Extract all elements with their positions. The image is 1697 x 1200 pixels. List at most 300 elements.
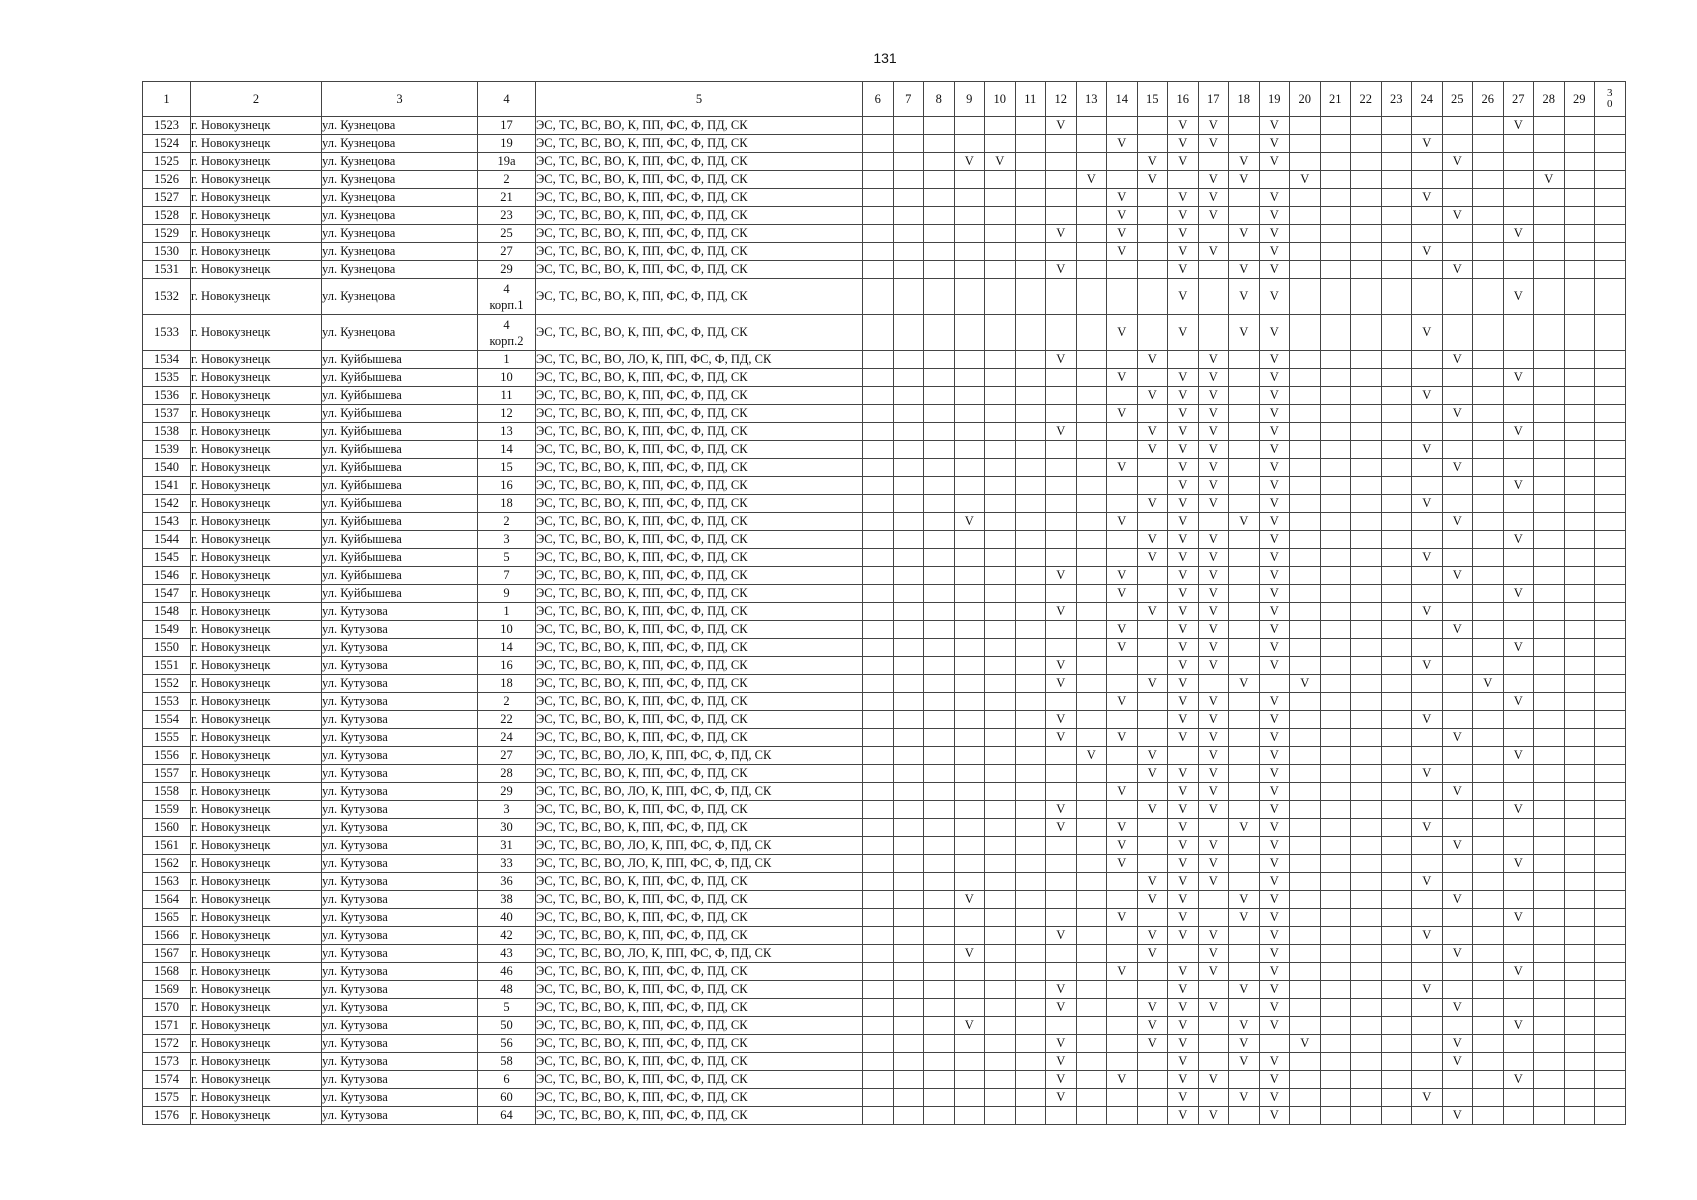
mark-cell-col-7 <box>893 675 924 693</box>
mark-cell-col-6 <box>863 171 894 189</box>
house-cell: 2 <box>478 171 536 189</box>
street-cell: ул. Кутузова <box>322 621 478 639</box>
mark-cell-col-26 <box>1473 225 1504 243</box>
mark-cell-col-20 <box>1290 549 1321 567</box>
mark-cell-col-18 <box>1229 441 1260 459</box>
check-mark: V <box>1412 495 1443 513</box>
check-mark: V <box>1046 927 1077 945</box>
mark-cell-col-11 <box>1015 567 1046 585</box>
services-cell: ЭС, ТС, ВС, ВО, К, ПП, ФС, Ф, ПД, СК <box>536 477 863 495</box>
mark-cell-col-29 <box>1564 117 1595 135</box>
check-mark: V <box>1168 315 1199 351</box>
mark-cell-col-26 <box>1473 189 1504 207</box>
mark-cell-col-10 <box>985 747 1016 765</box>
mark-cell-col-23 <box>1381 801 1412 819</box>
mark-cell-col-8 <box>924 855 955 873</box>
mark-cell-col-7 <box>893 837 924 855</box>
mark-cell-col-25 <box>1442 369 1473 387</box>
check-mark: V <box>1259 441 1290 459</box>
row-number: 1542 <box>143 495 191 513</box>
mark-cell-col-10 <box>985 639 1016 657</box>
check-mark: V <box>1442 729 1473 747</box>
row-number: 1552 <box>143 675 191 693</box>
mark-cell-col-26 <box>1473 441 1504 459</box>
mark-cell-col-15 <box>1137 369 1168 387</box>
city-cell: г. Новокузнецк <box>191 153 322 171</box>
check-mark: V <box>1168 639 1199 657</box>
row-number: 1524 <box>143 135 191 153</box>
city-cell: г. Новокузнецк <box>191 657 322 675</box>
mark-cell-col-20 <box>1290 927 1321 945</box>
check-mark: V <box>1137 441 1168 459</box>
mark-cell-col-25 <box>1442 603 1473 621</box>
mark-cell-col-23 <box>1381 207 1412 225</box>
street-cell: ул. Кутузова <box>322 945 478 963</box>
street-cell: ул. Куйбышева <box>322 585 478 603</box>
mark-cell-col-28 <box>1534 153 1565 171</box>
table-row <box>143 1035 1626 1053</box>
mark-cell-col-30 <box>1595 873 1626 891</box>
mark-cell-col-23 <box>1381 315 1412 351</box>
city-cell: г. Новокузнецк <box>191 819 322 837</box>
services-cell: ЭС, ТС, ВС, ВО, К, ПП, ФС, Ф, ПД, СК <box>536 405 863 423</box>
check-mark: V <box>1076 747 1107 765</box>
mark-cell-col-28 <box>1534 243 1565 261</box>
street-cell: ул. Куйбышева <box>322 567 478 585</box>
row-number: 1572 <box>143 1035 191 1053</box>
mark-cell-col-25 <box>1442 855 1473 873</box>
mark-cell-col-22 <box>1351 441 1382 459</box>
city-cell: г. Новокузнецк <box>191 945 322 963</box>
mark-cell-col-7 <box>893 513 924 531</box>
mark-cell-col-23 <box>1381 711 1412 729</box>
mark-cell-col-26 <box>1473 693 1504 711</box>
check-mark: V <box>1229 315 1260 351</box>
mark-cell-col-14 <box>1107 1035 1138 1053</box>
check-mark: V <box>1503 423 1534 441</box>
page-number: 131 <box>873 50 897 66</box>
mark-cell-col-12 <box>1046 207 1077 225</box>
mark-cell-col-23 <box>1381 729 1412 747</box>
check-mark: V <box>1442 567 1473 585</box>
check-mark: V <box>1168 675 1199 693</box>
city-cell: г. Новокузнецк <box>191 477 322 495</box>
check-mark: V <box>1259 801 1290 819</box>
mark-cell-col-29 <box>1564 981 1595 999</box>
services-cell: ЭС, ТС, ВС, ВО, К, ПП, ФС, Ф, ПД, СК <box>536 189 863 207</box>
mark-cell-col-22 <box>1351 1089 1382 1107</box>
city-cell: г. Новокузнецк <box>191 711 322 729</box>
mark-cell-col-14 <box>1107 873 1138 891</box>
mark-cell-col-25 <box>1442 477 1473 495</box>
mark-cell-col-21 <box>1320 657 1351 675</box>
city-cell: г. Новокузнецк <box>191 315 322 351</box>
mark-cell-col-6 <box>863 927 894 945</box>
mark-cell-col-21 <box>1320 171 1351 189</box>
check-mark: V <box>1412 927 1443 945</box>
mark-cell-col-20 <box>1290 117 1321 135</box>
mark-cell-col-28 <box>1534 801 1565 819</box>
check-mark: V <box>1229 909 1260 927</box>
city-cell: г. Новокузнецк <box>191 135 322 153</box>
row-number: 1556 <box>143 747 191 765</box>
mark-cell-col-12 <box>1046 783 1077 801</box>
mark-cell-col-28 <box>1534 603 1565 621</box>
registry-table <box>142 81 1626 1125</box>
mark-cell-col-29 <box>1564 891 1595 909</box>
mark-cell-col-25 <box>1442 1089 1473 1107</box>
mark-cell-col-29 <box>1564 153 1595 171</box>
mark-cell-col-23 <box>1381 855 1412 873</box>
check-mark: V <box>1290 675 1321 693</box>
check-mark: V <box>1076 171 1107 189</box>
mark-cell-col-13 <box>1076 963 1107 981</box>
mark-cell-col-8 <box>924 639 955 657</box>
mark-cell-col-21 <box>1320 1071 1351 1089</box>
mark-cell-col-29 <box>1564 945 1595 963</box>
check-mark: V <box>1107 189 1138 207</box>
mark-cell-col-13 <box>1076 1107 1107 1125</box>
mark-cell-col-11 <box>1015 873 1046 891</box>
mark-cell-col-22 <box>1351 711 1382 729</box>
mark-cell-col-11 <box>1015 657 1046 675</box>
mark-cell-col-10 <box>985 189 1016 207</box>
mark-cell-col-22 <box>1351 621 1382 639</box>
mark-cell-col-26 <box>1473 873 1504 891</box>
mark-cell-col-10 <box>985 1017 1016 1035</box>
mark-cell-col-22 <box>1351 891 1382 909</box>
services-cell: ЭС, ТС, ВС, ВО, К, ПП, ФС, Ф, ПД, СК <box>536 909 863 927</box>
mark-cell-col-25 <box>1442 657 1473 675</box>
mark-cell-col-9 <box>954 207 985 225</box>
mark-cell-col-17 <box>1198 513 1229 531</box>
check-mark: V <box>1107 855 1138 873</box>
city-cell: г. Новокузнецк <box>191 963 322 981</box>
mark-cell-col-20 <box>1290 495 1321 513</box>
house-cell: 19 <box>478 135 536 153</box>
check-mark: V <box>1412 981 1443 999</box>
mark-cell-col-22 <box>1351 423 1382 441</box>
mark-cell-col-10 <box>985 1089 1016 1107</box>
check-mark: V <box>1137 1017 1168 1035</box>
mark-cell-col-20 <box>1290 243 1321 261</box>
mark-cell-col-7 <box>893 999 924 1017</box>
mark-cell-col-27 <box>1503 171 1534 189</box>
mark-cell-col-26 <box>1473 279 1504 315</box>
mark-cell-col-17 <box>1198 225 1229 243</box>
mark-cell-col-7 <box>893 819 924 837</box>
check-mark: V <box>1107 207 1138 225</box>
mark-cell-col-30 <box>1595 261 1626 279</box>
check-mark: V <box>1168 243 1199 261</box>
mark-cell-col-20 <box>1290 477 1321 495</box>
street-cell: ул. Кузнецова <box>322 243 478 261</box>
house-building: корп.2 <box>489 333 524 348</box>
mark-cell-col-29 <box>1564 1071 1595 1089</box>
mark-cell-col-19 <box>1259 171 1290 189</box>
row-number: 1554 <box>143 711 191 729</box>
mark-cell-col-30 <box>1595 729 1626 747</box>
row-number: 1569 <box>143 981 191 999</box>
check-mark: V <box>1198 459 1229 477</box>
mark-cell-col-15 <box>1137 981 1168 999</box>
mark-cell-col-24 <box>1412 477 1443 495</box>
house-cell: 29 <box>478 261 536 279</box>
mark-cell-col-30 <box>1595 693 1626 711</box>
mark-cell-col-11 <box>1015 639 1046 657</box>
mark-cell-col-6 <box>863 117 894 135</box>
mark-cell-col-22 <box>1351 225 1382 243</box>
mark-cell-col-28 <box>1534 621 1565 639</box>
mark-cell-col-14 <box>1107 261 1138 279</box>
mark-cell-col-13 <box>1076 243 1107 261</box>
mark-cell-col-12 <box>1046 621 1077 639</box>
mark-cell-col-23 <box>1381 189 1412 207</box>
check-mark: V <box>1198 531 1229 549</box>
check-mark: V <box>1259 891 1290 909</box>
services-cell: ЭС, ТС, ВС, ВО, К, ПП, ФС, Ф, ПД, СК <box>536 927 863 945</box>
check-mark: V <box>1503 909 1534 927</box>
mark-cell-col-9 <box>954 369 985 387</box>
check-mark: V <box>1107 567 1138 585</box>
mark-cell-col-29 <box>1564 729 1595 747</box>
table-row <box>143 1053 1626 1071</box>
mark-cell-col-24 <box>1412 783 1443 801</box>
city-cell: г. Новокузнецк <box>191 999 322 1017</box>
house-cell: 21 <box>478 189 536 207</box>
street-cell: ул. Кутузова <box>322 1089 478 1107</box>
mark-cell-col-29 <box>1564 531 1595 549</box>
mark-cell-col-8 <box>924 315 955 351</box>
check-mark: V <box>1198 801 1229 819</box>
mark-cell-col-15 <box>1137 477 1168 495</box>
mark-cell-col-14 <box>1107 423 1138 441</box>
mark-cell-col-10 <box>985 495 1016 513</box>
mark-cell-col-11 <box>1015 513 1046 531</box>
table-row <box>143 603 1626 621</box>
check-mark: V <box>1168 423 1199 441</box>
mark-cell-col-15 <box>1137 405 1168 423</box>
house-cell: 7 <box>478 567 536 585</box>
mark-cell-col-29 <box>1564 837 1595 855</box>
house-number: 4 <box>503 317 510 332</box>
row-number: 1536 <box>143 387 191 405</box>
check-mark: V <box>1412 441 1443 459</box>
mark-cell-col-30 <box>1595 1017 1626 1035</box>
mark-cell-col-21 <box>1320 315 1351 351</box>
mark-cell-col-28 <box>1534 945 1565 963</box>
mark-cell-col-13 <box>1076 657 1107 675</box>
mark-cell-col-12 <box>1046 837 1077 855</box>
mark-cell-col-11 <box>1015 837 1046 855</box>
column-header-2: 2 <box>191 82 322 117</box>
mark-cell-col-6 <box>863 549 894 567</box>
mark-cell-col-26 <box>1473 801 1504 819</box>
mark-cell-col-29 <box>1564 315 1595 351</box>
mark-cell-col-21 <box>1320 153 1351 171</box>
mark-cell-col-24 <box>1412 747 1443 765</box>
mark-cell-col-9 <box>954 711 985 729</box>
mark-cell-col-29 <box>1564 675 1595 693</box>
row-number: 1560 <box>143 819 191 837</box>
mark-cell-col-11 <box>1015 387 1046 405</box>
city-cell: г. Новокузнецк <box>191 531 322 549</box>
house-cell: 18 <box>478 495 536 513</box>
mark-cell-col-21 <box>1320 1017 1351 1035</box>
mark-cell-col-24 <box>1412 405 1443 423</box>
mark-cell-col-27 <box>1503 819 1534 837</box>
mark-cell-col-13 <box>1076 999 1107 1017</box>
check-mark: V <box>1259 315 1290 351</box>
column-header-28: 28 <box>1534 82 1565 117</box>
check-mark: V <box>1503 279 1534 315</box>
check-mark: V <box>1442 207 1473 225</box>
mark-cell-col-10 <box>985 603 1016 621</box>
table-row <box>143 585 1626 603</box>
check-mark: V <box>1198 243 1229 261</box>
column-header-26: 26 <box>1473 82 1504 117</box>
mark-cell-col-21 <box>1320 351 1351 369</box>
mark-cell-col-6 <box>863 1017 894 1035</box>
mark-cell-col-14 <box>1107 999 1138 1017</box>
city-cell: г. Новокузнецк <box>191 171 322 189</box>
mark-cell-col-21 <box>1320 981 1351 999</box>
mark-cell-col-25 <box>1442 747 1473 765</box>
mark-cell-col-16 <box>1168 747 1199 765</box>
services-cell: ЭС, ТС, ВС, ВО, К, ПП, ФС, Ф, ПД, СК <box>536 567 863 585</box>
mark-cell-col-23 <box>1381 549 1412 567</box>
mark-cell-col-15 <box>1137 117 1168 135</box>
mark-cell-col-27 <box>1503 315 1534 351</box>
services-cell: ЭС, ТС, ВС, ВО, К, ПП, ФС, Ф, ПД, СК <box>536 819 863 837</box>
mark-cell-col-22 <box>1351 117 1382 135</box>
mark-cell-col-8 <box>924 171 955 189</box>
mark-cell-col-23 <box>1381 477 1412 495</box>
mark-cell-col-23 <box>1381 945 1412 963</box>
mark-cell-col-21 <box>1320 387 1351 405</box>
mark-cell-col-28 <box>1534 423 1565 441</box>
mark-cell-col-10 <box>985 1035 1016 1053</box>
table-row <box>143 729 1626 747</box>
mark-cell-col-8 <box>924 387 955 405</box>
check-mark: V <box>1259 153 1290 171</box>
mark-cell-col-28 <box>1534 207 1565 225</box>
check-mark: V <box>1229 261 1260 279</box>
mark-cell-col-6 <box>863 1089 894 1107</box>
mark-cell-col-10 <box>985 423 1016 441</box>
mark-cell-col-13 <box>1076 837 1107 855</box>
check-mark: V <box>1046 999 1077 1017</box>
check-mark: V <box>1168 477 1199 495</box>
mark-cell-col-8 <box>924 1035 955 1053</box>
check-mark: V <box>1259 945 1290 963</box>
mark-cell-col-12 <box>1046 315 1077 351</box>
mark-cell-col-11 <box>1015 189 1046 207</box>
table-row <box>143 387 1626 405</box>
mark-cell-col-24 <box>1412 351 1443 369</box>
mark-cell-col-20 <box>1290 801 1321 819</box>
mark-cell-col-8 <box>924 117 955 135</box>
mark-cell-col-10 <box>985 387 1016 405</box>
check-mark: V <box>1137 747 1168 765</box>
check-mark: V <box>1259 567 1290 585</box>
mark-cell-col-11 <box>1015 909 1046 927</box>
check-mark: V <box>1168 891 1199 909</box>
mark-cell-col-23 <box>1381 693 1412 711</box>
mark-cell-col-20 <box>1290 603 1321 621</box>
mark-cell-col-29 <box>1564 603 1595 621</box>
services-cell: ЭС, ТС, ВС, ВО, ЛО, К, ПП, ФС, Ф, ПД, СК <box>536 855 863 873</box>
mark-cell-col-29 <box>1564 279 1595 315</box>
mark-cell-col-15 <box>1137 639 1168 657</box>
mark-cell-col-30 <box>1595 747 1626 765</box>
mark-cell-col-11 <box>1015 1107 1046 1125</box>
mark-cell-col-18 <box>1229 801 1260 819</box>
mark-cell-col-11 <box>1015 981 1046 999</box>
mark-cell-col-11 <box>1015 207 1046 225</box>
mark-cell-col-24 <box>1412 855 1443 873</box>
check-mark: V <box>1229 171 1260 189</box>
check-mark: V <box>1412 711 1443 729</box>
check-mark: V <box>1259 747 1290 765</box>
house-cell: 18 <box>478 675 536 693</box>
check-mark: V <box>1168 459 1199 477</box>
check-mark: V <box>1168 135 1199 153</box>
mark-cell-col-18 <box>1229 243 1260 261</box>
mark-cell-col-9 <box>954 423 985 441</box>
mark-cell-col-28 <box>1534 873 1565 891</box>
check-mark: V <box>1503 225 1534 243</box>
city-cell: г. Новокузнецк <box>191 405 322 423</box>
table-row <box>143 567 1626 585</box>
mark-cell-col-10 <box>985 909 1016 927</box>
check-mark: V <box>1412 243 1443 261</box>
check-mark: V <box>1198 927 1229 945</box>
mark-cell-col-7 <box>893 279 924 315</box>
mark-cell-col-12 <box>1046 441 1077 459</box>
mark-cell-col-13 <box>1076 477 1107 495</box>
mark-cell-col-11 <box>1015 693 1046 711</box>
mark-cell-col-30 <box>1595 999 1626 1017</box>
mark-cell-col-18 <box>1229 369 1260 387</box>
mark-cell-col-6 <box>863 243 894 261</box>
mark-cell-col-8 <box>924 837 955 855</box>
street-cell: ул. Кутузова <box>322 1107 478 1125</box>
mark-cell-col-26 <box>1473 387 1504 405</box>
mark-cell-col-15 <box>1137 315 1168 351</box>
mark-cell-col-14 <box>1107 171 1138 189</box>
check-mark: V <box>1046 1089 1077 1107</box>
check-mark: V <box>1168 225 1199 243</box>
table-row <box>143 1071 1626 1089</box>
mark-cell-col-28 <box>1534 999 1565 1017</box>
street-cell: ул. Кутузова <box>322 765 478 783</box>
house-cell: 22 <box>478 711 536 729</box>
check-mark: V <box>1168 999 1199 1017</box>
mark-cell-col-14 <box>1107 711 1138 729</box>
city-cell: г. Новокузнецк <box>191 351 322 369</box>
check-mark: V <box>1168 873 1199 891</box>
mark-cell-col-20 <box>1290 207 1321 225</box>
table-row <box>143 891 1626 909</box>
mark-cell-col-22 <box>1351 675 1382 693</box>
mark-cell-col-7 <box>893 981 924 999</box>
table-row <box>143 981 1626 999</box>
mark-cell-col-20 <box>1290 855 1321 873</box>
column-header-3: 3 <box>322 82 478 117</box>
mark-cell-col-29 <box>1564 765 1595 783</box>
mark-cell-col-6 <box>863 585 894 603</box>
